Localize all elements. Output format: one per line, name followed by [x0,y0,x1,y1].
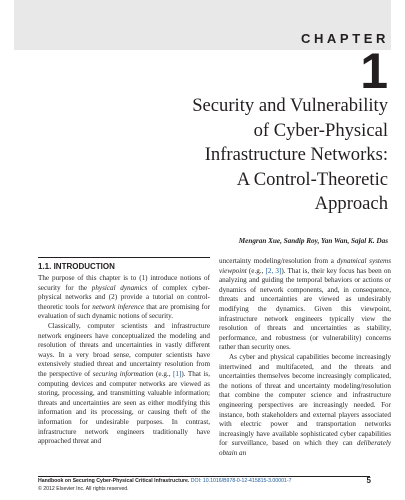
text-run: The purpose of this chapter is to (1) introduce notions of security for the [38,274,210,292]
page-number: 5 [366,476,371,485]
right-column [219,257,391,458]
text-run: (e.g., [246,266,266,275]
italic-run: deliberately obtain an [219,439,391,457]
chapter-number: 1 [360,43,388,99]
author-list: Mengran Xue, Sandip Roy, Yan Wan, Sajal K. Das [238,237,388,245]
text-run: Classically, computer scientists and infrastructure network engineers have conceptualized the modeling and resolution of threats and uncertainties in vastly different ways. In a very broad sense, computer scientists have extensively studied threat and uncertainty resolution from the perspective of [38,321,210,378]
italic-run: dynamical systems viewpoint [219,257,391,275]
italic-run: securing information [92,369,154,378]
text-run: of complex cyber-physical networks and (2) provide a tutorial on control-theoretic tools for [38,283,211,311]
title-line: Security and Vulnerability [192,95,388,116]
title-line: A Control-Theoretic [236,168,388,190]
copyright-notice: © 2012 Elsevier Inc. All rights reserved. [38,486,129,492]
citation-link[interactable]: [1] [173,369,182,378]
citation-link[interactable]: [2, 3] [265,266,282,275]
title-line: Infrastructure Networks: [204,144,388,166]
text-run: (e.g., [153,369,173,378]
chapter-title [128,94,388,217]
text-run: uncertainty modeling/resolution from a [219,257,337,265]
paragraph [38,274,210,322]
paragraph [219,257,391,353]
chapter-label: CHAPTER [300,31,389,46]
left-column [38,257,210,447]
text-run: ). That is, their key focus has been on analyzing and guiding the temporal behaviors or actions or dynamics of network components, and, in consequence, threats and uncertainties are viewed as undesirably modifying the dynamics. Given this viewpoint, infrastructure network engineers typically view the resolution of threats and uncertainties as stability, performance, and robustness (or vulnerability) concerns rather than security ones. [219,266,392,352]
title-line: Approach [314,193,388,215]
italic-run: network inference [92,302,144,311]
book-title: Handbook on Securing Cyber-Physical Critical Infrastructure. [38,478,190,484]
footer-citation [38,478,291,484]
text-run: As cyber and physical capabilities become increasingly intertwined and multifaceted, and the threats and uncertainties themselves become increasingly complicated, the notions of threat and uncertainty modeling/resolution that combine the computer science and infrastructure engineering perspectives are increasingly needed. For instance, both stakeholders and external players associated with electric power and transportation networks increasingly have available sophisticated cyber capabilities for surveillance, based on which they can [219,352,391,448]
section-heading: 1.1. INTRODUCTION [38,257,210,272]
paragraph [219,353,391,459]
doi-link[interactable]: DOI: 10.1016/B978-0-12-415815-3.00001-7 [190,478,292,484]
italic-run: physical dynamics [91,283,148,292]
title-line: of Cyber-Physical [253,119,388,141]
text-run: ). That is, computing devices and computer networks are viewed as storing, processing, and transmitting valuable information; threats and uncertainties are seen as either modifying this information and its processing, or causing theft of the information for undesirable purposes. In contrast, infrastructure network engineers traditionally have approached threat and [38,369,210,446]
paragraph [38,322,210,447]
footer-divider [38,476,370,477]
text-run: that are promising for evaluation of such dynamic notions of security. [38,302,210,321]
